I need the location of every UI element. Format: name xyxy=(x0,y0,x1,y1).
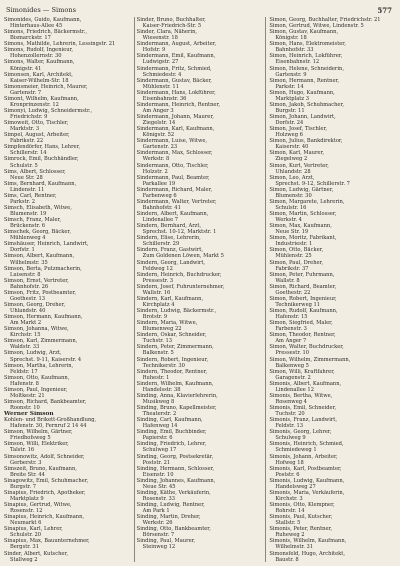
directory-entry-line: Luisenstr. 8 xyxy=(10,271,41,278)
directory-entry-line: Sinding, Ludwig, Rentner, xyxy=(136,502,205,508)
directory-entry-line: Simson, Willi, Elektriker, xyxy=(4,441,69,448)
directory-entry-line: Rohrstr. 14 xyxy=(275,508,305,515)
directory-entry-line: Gartenstr. 23 xyxy=(142,144,178,151)
directory-entry-line: Stallweg 2 xyxy=(10,556,38,562)
directory-entry-line: Pressestr. 3 xyxy=(142,277,174,284)
directory-entry-line: Sindern, Albert, Kaufmann, xyxy=(136,211,209,217)
directory-entry-line: Am Anger 3 xyxy=(142,107,174,114)
directory-entry-line: Sindern, Josef, Fuhrunternehmer, xyxy=(136,283,225,290)
directory-entry-line: Bismarckstr. 17 xyxy=(10,35,51,42)
directory-entry-line: Simson, Ludwig, Arzt, xyxy=(4,350,62,357)
directory-entry-line: Simon, Kurt, Vertreter, xyxy=(269,162,329,169)
directory-entry-line: Rosenstr. 12 xyxy=(10,508,43,515)
directory-entry-line: Simson, Fritz, Postbeamter, xyxy=(4,289,77,296)
directory-entry-line: Sindern, Maria, Witwe, xyxy=(136,320,198,327)
directory-entry-line: Simon, Willi, Kraftfahrer, xyxy=(269,368,335,375)
directory-entry-line: Simson, Johanna, Witwe, xyxy=(4,326,69,333)
directory-entry-line: Goethestr. 22 xyxy=(275,289,311,296)
directory-entry-line: Sindermann, Hans, Lokführer, xyxy=(136,89,216,96)
directory-entry-line: Schulweg 17 xyxy=(142,447,177,454)
directory-entry-line: Sindern, Bernhard, Arzt, xyxy=(136,223,202,230)
directory-entry-line: Neue Str. 19 xyxy=(275,229,309,236)
directory-entry-line: Eisenbahnstr. 12 xyxy=(275,59,320,66)
directory-entry-line: Simonsmeier, Heinrich, Maurer, xyxy=(4,83,88,90)
directory-entry-line: Am Markt 2 xyxy=(10,320,42,327)
directory-entry-line: Sindermann, Richard, Maler, xyxy=(136,186,213,193)
directory-entry-line: Balkenweg 5 xyxy=(275,362,309,369)
directory-entry-line: Simson, Martha, Lehrerin, xyxy=(4,362,74,369)
directory-entry-line: Simsonowitz, Adolf, Schneider, xyxy=(4,453,85,460)
directory-entry-line: Holzweg 6 xyxy=(275,132,303,139)
directory-entry-line: Sinapius, Gertrud, Witwe, xyxy=(4,502,72,508)
directory-entry-line: Sindern, Elise, Lehrerin, xyxy=(136,235,201,242)
directory-entry-line: Simon, Peter, Fuhrmann, xyxy=(269,271,335,278)
directory-entry-line: Simon, Leo, Arzt, xyxy=(269,174,315,181)
directory-entry-line: Sinagowitz, Emil, Schuhmacher, xyxy=(4,477,89,484)
directory-entry-line: Fabrikstr. 37 xyxy=(275,265,309,272)
directory-entry-line: Mühlenstr. 25 xyxy=(275,253,312,260)
directory-entry-line: Friedrichstr. 9 xyxy=(10,114,48,120)
column-middle xyxy=(134,17,267,562)
directory-entry-line: Talstr. 16 xyxy=(10,447,35,454)
directory-entry-line: Simonis, Albert, Kaufmann, xyxy=(269,380,342,387)
directory-entry-line: Simons, Rudolf, Ingenieur, xyxy=(4,47,74,54)
directory-entry-line: Gartenstr. 9 xyxy=(275,71,307,78)
column-left xyxy=(4,17,131,562)
directory-entry-line: Am Park 1 xyxy=(142,508,170,515)
directory-entry-line: Uhlandstr. 40 xyxy=(10,308,46,314)
directory-entry-line: Sindermann, Fritz, Schmied, xyxy=(136,65,212,72)
directory-entry-line: Ziegelweg 2 xyxy=(275,156,308,163)
directory-entry-line: Simonis, Franz, Landwirt, xyxy=(269,417,337,424)
directory-entry-line: Burgstr. 7 xyxy=(10,483,36,490)
directory-entry-line: Sims, Albert, Schlosser, xyxy=(4,168,66,175)
directory-entry-line: Sindern, Ludwig, Bäckermstr., xyxy=(136,308,217,314)
directory-entry-line: Kirchstr. 3 xyxy=(275,495,303,502)
directory-entry-line: Sims, Bernhard, Kaufmann, xyxy=(4,180,77,187)
directory-entry-line: Simonis, Maria, Verkäuferin, xyxy=(269,489,345,496)
page-number: 577 xyxy=(377,6,392,15)
directory-entry-line: Kaiser-Wilhelm-Str. 18 xyxy=(10,77,69,84)
directory-entry-line: Schmiedeweg 1 xyxy=(275,447,317,454)
directory-entry-line: Lindenallee 7 xyxy=(142,217,179,224)
directory-entry-line: Sindern, Georg, Landwirt, xyxy=(136,259,206,266)
directory-entry-line: Kirchstr. 15 xyxy=(10,332,41,339)
directory-entry-line: Sinapius, Karl, Lehrer, xyxy=(4,526,63,533)
directory-entry-line: Simonis, Ludwig, Kaufmann, xyxy=(269,477,345,484)
directory-entry-line: Baustr. 8 xyxy=(275,556,299,562)
directory-entry-line: Simon, Ludwig, Gärtner, xyxy=(269,186,334,193)
directory-entry-line: Simson, Paul, Ingenieur, xyxy=(4,386,68,393)
directory-entry-line: Hohenzollernstr. 30 xyxy=(10,53,62,60)
directory-entry-line: Sindern, Heinrich, Buchdrucker, xyxy=(136,271,222,278)
directory-entry-line: Simonyi, Ludwig, Schneidermstr., xyxy=(4,107,93,114)
directory-entry-line: Sinding, Hermann, Schlosser, xyxy=(136,465,215,472)
directory-entry-line: Mühlenstr. 11 xyxy=(142,83,179,90)
directory-entry-line: Farbenweg 6 xyxy=(142,192,177,199)
directory-entry-line: Simson, Berta, Putzmacherin, xyxy=(4,265,82,272)
directory-entry-line: Theaterstr. 2 xyxy=(142,411,177,418)
directory-entry-line: Wilhelmstr. 35 xyxy=(10,259,48,266)
directory-entry-line: Simonsen, Karl, Architekt, xyxy=(4,71,73,78)
directory-entry-line: Tuchstr. 13 xyxy=(142,338,173,345)
directory-entry-line: Simons, Walter, Kaufmann, xyxy=(4,59,75,66)
directory-entry-line: Feldstr. 13 xyxy=(275,423,304,430)
directory-entry-line: Neumarkt 6 xyxy=(10,520,42,527)
directory-entry-line: Eisenbahnstr. 36 xyxy=(142,95,187,102)
directory-entry-line: Sinding, Paul, Maurer, xyxy=(136,538,196,545)
directory-entry-line: Feldweg 12 xyxy=(142,265,173,272)
directory-entry-line: Rosenweg 4 xyxy=(275,398,307,405)
directory-entry-line: Blumenstr. 19 xyxy=(10,211,47,217)
directory-entry-line: Breite Str. 44 xyxy=(10,471,45,478)
directory-entry-line: Eisenstr. 10 xyxy=(142,471,174,478)
directory-entry-line: Simonis, Georg, Lehrer, xyxy=(269,429,332,436)
directory-entry-line: Balkenstr. 5 xyxy=(142,350,174,357)
directory-entry-line: Pressestr. 10 xyxy=(275,350,310,357)
directory-entry-line: Werkstr. 4 xyxy=(275,217,302,224)
directory-entry-line: Simont, Wilhelm, Kaufmann, xyxy=(4,95,79,102)
directory-entry-line: Simon, Rudolf, Kaufmann, xyxy=(269,308,338,314)
directory-entry-line: Sindermann, Emil, Kaufmann, xyxy=(136,53,216,60)
directory-entry-line: Simon, Gertrud, Witwe, Lindenstr. 5 xyxy=(269,23,364,30)
directory-entry-line: Sinding, Emil, Buchbinder, xyxy=(136,429,207,436)
directory-entry-line: Simonis, Heinrich, Schmied, xyxy=(269,441,344,448)
directory-entry-line: Burgstr. 11 xyxy=(275,107,305,114)
directory-entry-line: Schulweg 9 xyxy=(275,435,306,442)
directory-entry-line: Sindermann, Luise, Witwe, xyxy=(136,138,208,145)
directory-entry-line: Königstr. 52 xyxy=(142,132,175,139)
directory-entry-line: Simpfendörfer, Hans, Lehrer, xyxy=(4,144,81,151)
directory-entry-line: Schulstr. 20 xyxy=(10,532,42,539)
directory-entry-line: Parkstr. 2 xyxy=(10,198,35,205)
directory-entry-line: Sinder, Bruno, Buchhalter, xyxy=(136,17,206,23)
directory-entry-line: Sprechst. 9-11, Kaiserstr. 4 xyxy=(10,356,82,363)
directory-entry-line: Schillerstr. 29 xyxy=(142,241,180,248)
directory-entry-line: Gartenstr. 7 xyxy=(10,89,42,96)
directory-entry-line: Papierstr. 6 xyxy=(142,435,173,442)
directory-entry-line: Neue Str. 45 xyxy=(142,483,176,490)
directory-entry-line: Simon, Robert, Ingenieur, xyxy=(269,295,337,302)
directory-entry-line: Hafenweg 14 xyxy=(142,423,178,430)
directory-entry-line: Simson, Georg, Dreher, xyxy=(4,301,66,308)
directory-entry-line: Bahnhofstr. 33 xyxy=(275,47,314,54)
directory-entry-line: Dorfstr. 24 xyxy=(275,120,304,127)
directory-entry-line: Industriestr. 1 xyxy=(275,241,313,248)
directory-entry-line: Simon, Gustav, Kaufmann, xyxy=(269,29,339,36)
directory-entry-line: Marktstr. 3 xyxy=(10,126,40,133)
directory-entry-line: Simson, Hermann, Kaufmann, xyxy=(4,314,83,321)
directory-entry-line: Simons, Mathilde, Lehrerin, Lessingstr. 21 xyxy=(4,41,116,48)
directory-entry-line: Schillerstr. 14 xyxy=(10,150,47,157)
directory-entry-line: Friedhofsweg 5 xyxy=(10,435,51,442)
directory-entry-line: Simon, Jakob, Schuhmacher, xyxy=(269,101,344,108)
directory-entry-line: Sinding, Käthe, Verkäuferin, xyxy=(136,489,211,496)
directory-entry-line: Wallstr. 8 xyxy=(275,277,300,284)
columns xyxy=(4,17,396,562)
directory-entry-line: Simon, Georg, Buchhalter, Friedrichstr. 21 xyxy=(269,17,381,23)
directory-entry-line: Sinding, Otto, Bankbeamter, xyxy=(136,526,211,533)
directory-entry-line: Sindern, Robert, Ingenieur, xyxy=(136,356,209,363)
directory-entry-line: Schulstr. 16 xyxy=(275,204,307,211)
directory-entry-line: Simsch, Elisabeth, Witwe, xyxy=(4,204,72,211)
directory-entry-line: Kirchplatz 4 xyxy=(142,301,175,308)
directory-entry-line: Simon, Karl, Maurer, xyxy=(269,150,324,157)
directory-entry-line: Hofweg 18 xyxy=(275,459,304,466)
directory-entry-line: Simon, Martin, Schlosser, xyxy=(269,211,337,217)
column-right xyxy=(269,17,396,562)
directory-entry-line: Fabrikstr. 22 xyxy=(10,138,44,145)
directory-entry-line: Hafenstr. 15 xyxy=(275,314,308,321)
directory-entry-line: Simonis, Wilhelm, Kaufmann, xyxy=(269,538,347,545)
directory-entry-line: Poststr. 6 xyxy=(275,471,300,478)
directory-entry-line: Simon, Hans, Elektromeister, xyxy=(269,41,346,48)
directory-entry-line: Bahnhofstr. 26 xyxy=(10,283,49,290)
directory-entry-line: Wilhelmstr. 31 xyxy=(275,544,314,551)
directory-entry-line: Mühlenweg 4 xyxy=(10,235,46,242)
directory-entry-line: Werkstr. 26 xyxy=(142,520,173,527)
directory-entry-line: Simoweit, Otto, Tischler, xyxy=(4,120,69,127)
directory-entry-line: Simpel, August, Arbeiter, xyxy=(4,132,70,139)
directory-entry-line: Simon, Richard, Beamter, xyxy=(269,283,337,290)
directory-entry-line: Simschek, Georg, Bäcker, xyxy=(4,229,71,236)
directory-entry-line: Sinding, Georg, Postsekretär, xyxy=(136,453,214,460)
directory-entry-line: Technikerstr. 30 xyxy=(142,362,185,369)
directory-entry-line: Sinding, Bruno, Kapellmeister, xyxy=(136,405,217,411)
directory-entry-line: Kronprinzenstr. 12 xyxy=(10,101,59,108)
directory-entry-line: Handelsstr. 38 xyxy=(142,386,181,393)
directory-entry-line: Sindern, Peter, Zimmermann, xyxy=(136,344,214,351)
directory-entry-line: Simon, Helene, Schneiderin, xyxy=(269,65,344,72)
directory-entry-line: Poststr. 21 xyxy=(142,459,171,466)
directory-entry-line: Simon, Margarete, Lehrerin, xyxy=(269,198,345,205)
directory-entry-line: Sinapius, Max, Bauunternehmer, xyxy=(4,538,90,545)
directory-entry-line: Börsenstr. 7 xyxy=(142,532,175,539)
directory-entry-line: Ruheweg 2 xyxy=(275,532,305,539)
directory-entry-line: Königstr. 41 xyxy=(10,65,42,72)
directory-entry-line: Simson, Otto, Kaufmann, xyxy=(4,374,70,381)
directory-entry-line: Garagenstr. 2 xyxy=(275,374,311,381)
directory-entry-line: Simshäuser, Heinrich, Landwirt, xyxy=(4,241,89,248)
directory-entry-line: Hofstr. 9 xyxy=(142,47,166,54)
directory-entry-line: Blumenstr. 30 xyxy=(275,192,312,199)
directory-entry-line: Uhlandstr. 28 xyxy=(275,168,311,175)
directory-entry-line: Sindermann, Otto, Tischler, xyxy=(136,162,209,169)
directory-entry-line: Parkallee 19 xyxy=(142,180,176,187)
directory-entry-line: Simon, Hermann, Rentner, xyxy=(269,77,340,84)
directory-entry-line: Simon, Johann, Landwirt, xyxy=(269,114,336,120)
directory-entry-line: Schulstr. 5 xyxy=(10,162,38,169)
directory-entry-line: Technikerweg 11 xyxy=(275,301,321,308)
directory-entry-line: Roonstr. 10 xyxy=(10,405,40,411)
directory-entry-line: Simons, Friedrich, Bäckermstr., xyxy=(4,29,87,36)
directory-entry-line: Sinding, Martin, Dreher, xyxy=(136,514,201,521)
directory-entry-line: Handelsweg 27 xyxy=(275,483,316,490)
directory-entry-line: Marktplatz 9 xyxy=(10,495,44,502)
directory-entry-line: Neue Str. 28 xyxy=(10,174,43,181)
directory-entry-line: Brückenstr. 6 xyxy=(10,223,46,230)
directory-entry-line: Lindenstr. 11 xyxy=(10,186,45,193)
directory-entry-line: Brotstr. 9 xyxy=(142,314,168,321)
directory-entry-line: Sindermann, Paul, Beamter, xyxy=(136,174,210,181)
directory-entry-line: Blumenweg 22 xyxy=(142,326,182,333)
directory-entry-line: Simonis, Johann, Arbeiter, xyxy=(269,453,338,460)
directory-entry-line: Musikweg 8 xyxy=(142,398,175,405)
directory-entry-line: Sindermann, Walter, Vertreter, xyxy=(136,198,217,205)
directory-entry-line: Dorfstr. 1 xyxy=(10,247,35,254)
directory-entry-line: Simonis, Peter, Rentner, xyxy=(269,526,333,533)
directory-entry-line: Simson, Albert, Kaufmann, xyxy=(4,253,75,260)
directory-entry-line: Sims, Carl, Rentner, xyxy=(4,192,57,199)
directory-entry-line: Simonis, Karl, Postbeamter, xyxy=(269,465,342,472)
directory-entry-line: Hafenstr. 8 xyxy=(10,380,39,387)
directory-entry-line: Sindermann, Heinrich, Rentner, xyxy=(136,101,220,108)
directory-entry-line: Rosenstr. 33 xyxy=(142,495,176,502)
directory-entry-line: Parkstr. 14 xyxy=(275,83,304,90)
directory-entry-line: Sinder, Clara, Näherin, xyxy=(136,29,198,36)
directory-entry-line: Sprechst. 10-12, Marktstr. 1 xyxy=(142,229,217,236)
directory-entry-line: Sinding, Anna, Klavierlehrerin, xyxy=(136,392,218,399)
running-head: Simonides — Simons xyxy=(6,6,76,14)
directory-entry-line: Simon, Josef, Tischler, xyxy=(269,126,327,133)
directory-entry-line: Sindermann, Johann, Maurer, xyxy=(136,114,214,120)
directory-entry-line: Am Anger 7 xyxy=(275,338,307,345)
directory-entry-line: Feldstr. 17 xyxy=(10,368,38,375)
directory-entry-line: Waldstr. 33 xyxy=(10,344,40,351)
directory-entry-line: Wallstr. 16 xyxy=(142,289,171,296)
directory-entry-line: Zum Goldenen Löwen, Markt 5 xyxy=(142,253,224,260)
directory-entry-line: Simonsfeld, Hugo, Architekt, xyxy=(269,550,345,557)
directory-entry-line: Simon, Paul, Dreher, xyxy=(269,259,324,266)
directory-entry-line: Stallstr. 5 xyxy=(275,520,301,527)
directory-entry-line: Simon, Heinrich, Lokführer, xyxy=(269,53,343,60)
directory-entry-line: Sindern, Theodor, Rentner, xyxy=(136,368,208,375)
page-header xyxy=(6,5,394,16)
directory-entry-line: Sinder, Albert, Kutscher, xyxy=(4,550,68,557)
directory-entry-line: Sindermann, Max, Schlosser, xyxy=(136,150,213,157)
directory-entry-line: Bergstr. 31 xyxy=(10,544,39,551)
directory-entry-line: Kaiser-Friedrich-Str. 5 xyxy=(142,23,202,30)
directory-entry-line: Gerberstr. 3 xyxy=(10,459,42,466)
directory-entry-line: Wiesenstr. 18 xyxy=(142,35,178,42)
directory-entry-line: Tuchstr. 20 xyxy=(275,411,305,418)
directory-entry-line: Lindenallee 12 xyxy=(275,386,314,393)
directory-entry-line: Ruhestr. 1 xyxy=(142,374,170,381)
directory-entry-line: Simonides, Guido, Kaufmann, xyxy=(4,17,82,23)
directory-entry-line: Simrock, Emil, Buchhändler, xyxy=(4,156,79,163)
directory-entry-line: Simsch, Franz, Maler, xyxy=(4,217,62,224)
directory-entry-line: Simson, Wilhelm, Gärtner, xyxy=(4,429,73,436)
directory-entry-line: Steinweg 12 xyxy=(142,544,176,551)
directory-entry-line: Sindermann, Gustav, Bäcker, xyxy=(136,77,212,84)
directory-entry-line: Simszeit, Bruno, Kaufmann, xyxy=(4,465,77,472)
directory-entry-line: Bahnhofstr. 41 xyxy=(142,204,181,211)
directory-entry-line: Moltkestr. 21 xyxy=(10,392,45,399)
directory-entry-line: Hafenstr. 30, Fernruf 2 14 44 xyxy=(10,423,87,430)
directory-entry-line: Sinding, Johannes, Kaufmann, xyxy=(136,477,216,484)
directory-advert-heading: Werner Simson xyxy=(4,411,54,418)
directory-entry-line: Holzstr. 2 xyxy=(142,168,168,175)
directory-entry-line: Goethestr. 13 xyxy=(10,295,46,302)
directory-entry-line: Simonis, Paul, Kutscher, xyxy=(269,514,333,521)
directory-entry-line: Simson, Ernst, Vertreter, xyxy=(4,277,69,284)
directory-entry-line: Hinterhaus-Allee 45 xyxy=(10,23,63,30)
directory-entry-line: Simon, Moritz, Fabrikant, xyxy=(269,235,337,242)
directory-entry-line: Simon, Walter, Buchdrucker, xyxy=(269,344,344,351)
directory-entry-line: Sprechst. 9-12, Schillerstr. 7 xyxy=(275,180,350,187)
directory-entry-line: Ziegelstr. 14 xyxy=(142,120,176,127)
directory-entry-line: Werkstr. 8 xyxy=(142,156,170,163)
directory-entry-line: Kohlen- und Brikett-Großhandlung, xyxy=(4,417,97,424)
directory-entry-line: Simon, Hugo, Kaufmann, xyxy=(269,89,335,96)
directory-entry-line: Simon, Otto, Bäcker, xyxy=(269,247,324,254)
directory-entry-line: Sinapius, Heinrich, Kaufmann, xyxy=(4,514,85,521)
directory-entry-line: Schmiedestr. 4 xyxy=(142,71,182,78)
directory-entry-line: Königstr. 18 xyxy=(275,35,307,42)
directory-entry-line: Sinapius, Friedrich, Apotheker, xyxy=(4,489,86,496)
directory-entry-line: Simonis, Otto, Klempner, xyxy=(269,502,335,508)
directory-entry-line: Simonis, Bertha, Witwe, xyxy=(269,392,333,399)
directory-entry-line: Sindern, Wilhelm, Kaufmann, xyxy=(136,380,214,387)
directory-entry-line: Simonis, Emil, Schneider, xyxy=(269,405,337,411)
directory-entry-line: Marktplatz 3 xyxy=(275,95,309,102)
directory-entry-line: Sindermann, August, Arbeiter, xyxy=(136,41,217,48)
directory-entry-line: Simon, Max, Kaufmann, xyxy=(269,223,332,230)
directory-entry-line: Sindern, Oskar, Schneider, xyxy=(136,332,207,339)
directory-entry-line: Simson, Karl, Zimmermann, xyxy=(4,338,78,345)
directory-entry-line: Sinding, Friedrich, Lehrer, xyxy=(136,441,207,448)
directory-entry-line: Farbenstr. 3 xyxy=(275,326,307,333)
directory-entry-line: Simon, Julius, Bankdirektor, xyxy=(269,138,343,145)
directory-entry-line: Sindern, Karl, Kaufmann, xyxy=(136,295,204,302)
directory-entry-line: Simon, Wilhelm, Zimmermann, xyxy=(269,356,351,363)
directory-entry-line: Simon, Theodor, Rentner, xyxy=(269,332,336,339)
directory-entry-line: Simon, Siegfried, Maler, xyxy=(269,320,333,327)
directory-entry-line: Ludwigstr. 27 xyxy=(142,59,179,66)
directory-entry-line: Sindermann, Karl, Kaufmann, xyxy=(136,126,215,133)
directory-entry-line: Sindern, Franz, Gastwirt, xyxy=(136,247,203,254)
directory-entry-line: Sinding, Carl, Kaufmann, xyxy=(136,417,203,424)
directory-entry-line: Kaiserstr. 40 xyxy=(275,144,309,151)
directory-entry-line: Simson, Richard, Bankbeamter, xyxy=(4,398,87,405)
